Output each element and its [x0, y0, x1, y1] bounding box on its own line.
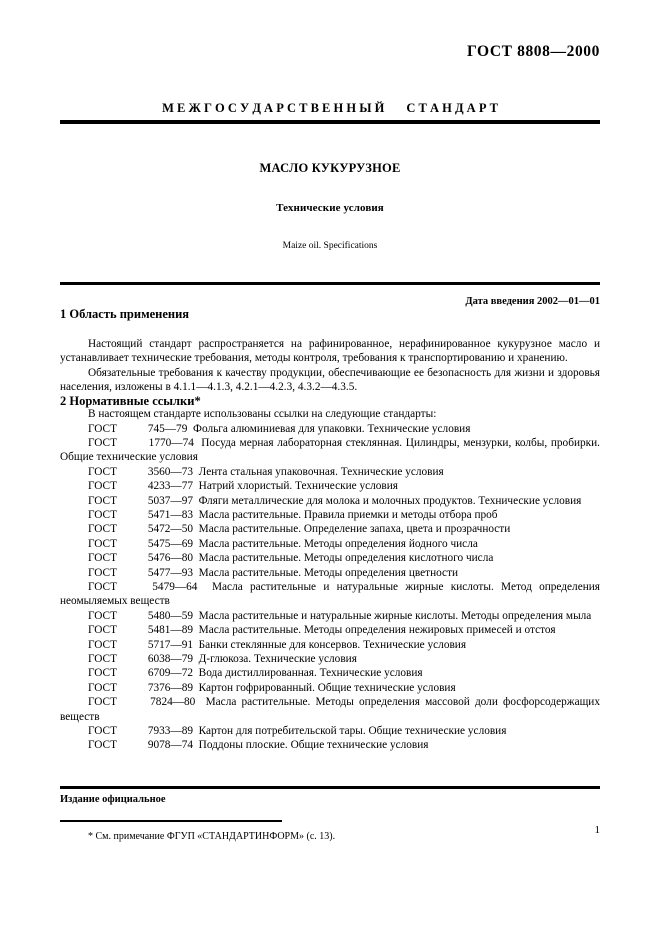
reference-title: Масла растительные и натуральные жирные кислоты. Методы определения мыла — [198, 609, 592, 622]
reference-code — [88, 567, 193, 579]
reference-code-label: ГОСТ — [88, 436, 117, 449]
reference-code — [88, 437, 194, 449]
reference-item — [60, 580, 600, 609]
reference-code-label: ГОСТ — [88, 465, 117, 478]
reference-item — [60, 566, 600, 580]
reference-number: 6038—79 — [147, 653, 193, 666]
reference-code — [88, 552, 193, 564]
reference-code — [88, 538, 193, 550]
reference-code — [88, 495, 193, 507]
reference-code-label: ГОСТ — [88, 609, 117, 622]
footnote-separator-rule — [60, 820, 282, 822]
reference-code-label: ГОСТ — [88, 739, 117, 752]
reference-number: 5475—69 — [147, 537, 193, 550]
reference-item — [60, 695, 600, 724]
reference-number: 4233—77 — [147, 480, 193, 493]
footer-top-rule — [60, 786, 600, 789]
reference-code-label: ГОСТ — [88, 422, 117, 435]
reference-item — [60, 609, 600, 623]
reference-code — [88, 653, 193, 665]
reference-number: 5479—64 — [152, 581, 198, 593]
reference-title: Масла растительные. Методы определения массовой доли фосфорсодержащих веществ — [60, 696, 600, 723]
section-1-paragraph-1: Настоящий стандарт распространяется на рафинированное, нерафинированное кукурузное масло и устанавливает технические требования, методы контроля, требования к транспортированию и хранению. — [60, 338, 600, 365]
reference-number: 1770—74 — [148, 436, 194, 449]
reference-item — [60, 652, 600, 666]
reference-code — [88, 667, 193, 679]
interstate-standard-banner — [60, 102, 600, 125]
reference-number: 5471—83 — [147, 508, 193, 521]
reference-code — [88, 480, 193, 492]
reference-title: Д-глюкоза. Технические условия — [198, 653, 357, 666]
reference-item — [60, 551, 600, 565]
standard-designation: ГОСТ 8808—2000 — [466, 43, 600, 60]
reference-code-label: ГОСТ — [88, 552, 117, 565]
reference-item — [60, 494, 600, 508]
document-subtitle: Технические условия — [276, 201, 384, 214]
normative-reference-list — [60, 422, 600, 753]
reference-title: Фольга алюминиевая для упаковки. Технические условия — [193, 422, 471, 435]
reference-number: 7376—89 — [147, 681, 193, 694]
reference-item — [60, 522, 600, 536]
reference-title: Масла растительные и натуральные жирные кислоты. Метод определения неомыляемых веществ — [60, 581, 600, 608]
reference-code-label: ГОСТ — [88, 537, 117, 550]
document-title: МАСЛО КУКУРУЗНОЕ — [259, 161, 401, 175]
reference-code-label: ГОСТ — [88, 681, 117, 694]
reference-item — [60, 623, 600, 637]
reference-number: 9078—74 — [147, 739, 193, 752]
section-1-heading: 1 Область применения — [60, 306, 190, 321]
reference-number: 5477—93 — [147, 566, 193, 579]
reference-title: Поддоны плоские. Общие технические условия — [198, 739, 429, 752]
reference-item — [60, 479, 600, 493]
reference-number: 5037—97 — [147, 494, 193, 507]
reference-code-label: ГОСТ — [88, 566, 117, 579]
reference-code-label: ГОСТ — [88, 696, 117, 709]
reference-code-label: ГОСТ — [88, 624, 117, 637]
reference-code-label: ГОСТ — [88, 523, 117, 536]
reference-number: 3560—73 — [147, 465, 193, 478]
reference-code — [88, 466, 193, 478]
reference-title: Картон гофрированный. Общие технические условия — [198, 681, 456, 694]
reference-item — [60, 638, 600, 652]
reference-item — [60, 436, 600, 465]
reference-code-label: ГОСТ — [88, 653, 117, 666]
section-2-intro: В настоящем стандарте использованы ссылки на следующие стандарты: — [88, 408, 437, 421]
reference-number: 7824—80 — [150, 696, 196, 709]
reference-item — [60, 724, 600, 738]
reference-code-label: ГОСТ — [88, 480, 117, 493]
banner-label — [60, 102, 600, 115]
reference-title: Картон для потребительской тары. Общие технические условия — [198, 725, 507, 738]
banner-text-inner: М Е Ж Г О С У Д А Р С Т В Е Н Н Ы Й С Т А Н Д А Р Т — [162, 100, 498, 115]
reference-number: 5480—59 — [147, 609, 193, 622]
reference-code-label: ГОСТ — [88, 581, 117, 593]
reference-code — [88, 581, 197, 593]
reference-number: 5481—89 — [147, 624, 193, 637]
reference-title: Лента стальная упаковочная. Технические условия — [198, 465, 444, 478]
page-number: 1 — [594, 824, 600, 836]
page-content — [60, 0, 600, 753]
reference-number: 7933—89 — [147, 725, 193, 738]
section-1-paragraph-2: Обязательные требования к качеству продукции, обеспечивающие ее безопасность для жизни и здоровья населения, изложены в 4.1.1—4.1.3, 4.2.1—4.2.3, 4.3.2—4.3.5. — [60, 366, 600, 394]
reference-item — [60, 666, 600, 680]
reference-title: Масла растительные. Методы определения кислотного числа — [198, 552, 494, 565]
reference-code — [88, 725, 193, 737]
reference-code-label: ГОСТ — [88, 638, 117, 651]
reference-code — [88, 523, 193, 535]
reference-code — [88, 696, 195, 708]
reference-number: 5472—50 — [147, 523, 193, 536]
banner-rule — [60, 120, 600, 124]
reference-item — [60, 508, 600, 522]
reference-code — [88, 639, 193, 651]
reference-code — [88, 739, 193, 751]
introduction-date: Дата введения 2002—01—01 — [465, 296, 600, 307]
reference-item — [60, 465, 600, 479]
reference-code-label: ГОСТ — [88, 667, 117, 680]
reference-title: Посуда мерная лабораторная стеклянная. Цилиндры, мензурки, колбы, пробирки. Общие технические условия — [60, 436, 601, 464]
reference-code — [88, 423, 187, 435]
reference-title: Масла растительные. Методы определения нежировых примесей и отстоя — [198, 624, 556, 637]
intro-date-block — [60, 282, 600, 308]
reference-item — [60, 537, 600, 551]
reference-code — [88, 509, 193, 521]
reference-title: Банки стеклянные для консервов. Технические условия — [198, 638, 467, 651]
reference-number: 5717—91 — [147, 638, 193, 651]
reference-title: Масла растительные. Методы определения цветности — [198, 566, 459, 579]
document-title-english: Maize oil. Specifications — [282, 240, 378, 251]
reference-title: Масла растительные. Правила приемки и методы отбора проб — [198, 508, 498, 521]
reference-title: Натрий хлористый. Технические условия — [198, 480, 399, 493]
reference-number: 5476—80 — [147, 552, 193, 565]
reference-code — [88, 610, 193, 622]
reference-number: 6709—72 — [147, 667, 193, 680]
intro-date-rule — [60, 282, 600, 285]
reference-code-label: ГОСТ — [88, 725, 117, 738]
reference-code-label: ГОСТ — [88, 494, 117, 507]
reference-number: 745—79 — [147, 422, 188, 435]
reference-title: Масла растительные. Определение запаха, цвета и прозрачности — [198, 523, 511, 536]
reference-title: Фляги металлические для молока и молочных продуктов. Технические условия — [198, 494, 582, 507]
reference-item — [60, 738, 600, 752]
title-block — [60, 162, 600, 251]
official-edition-label: Издание официальное — [60, 794, 166, 805]
reference-title: Вода дистиллированная. Технические условия — [198, 667, 423, 680]
reference-code — [88, 682, 193, 694]
reference-title: Масла растительные. Методы определения йодного числа — [198, 537, 478, 550]
reference-code — [88, 624, 193, 636]
reference-code-label: ГОСТ — [88, 508, 117, 521]
footnote-text: * См. примечание ФГУП «СТАНДАРТИНФОРМ» (с. 13). — [88, 830, 336, 842]
section-2-heading: 2 Нормативные ссылки* — [60, 393, 201, 408]
reference-item — [60, 422, 600, 436]
reference-item — [60, 681, 600, 695]
